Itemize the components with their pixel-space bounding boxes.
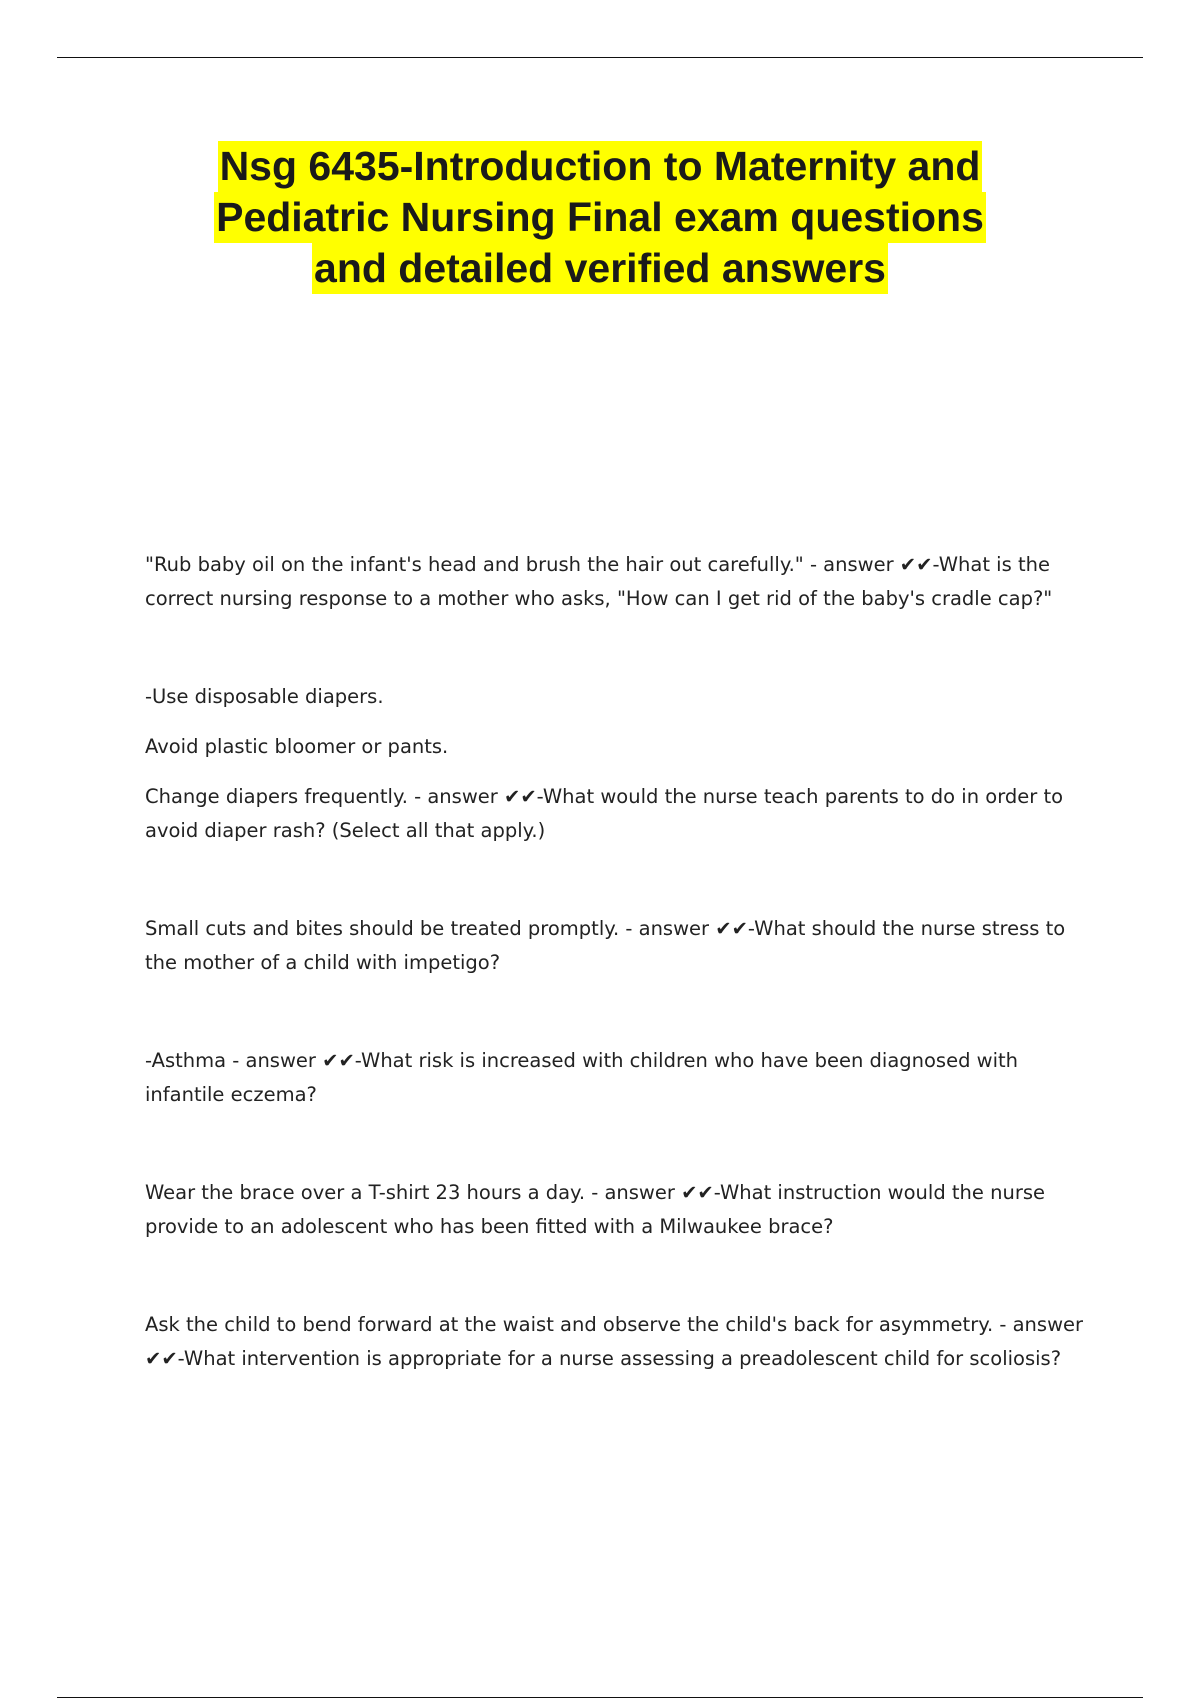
qa-content xyxy=(145,548,1085,1376)
qa-paragraph: -Use disposable diapers. xyxy=(145,685,384,708)
bottom-rule xyxy=(57,1697,1143,1698)
title-line-3: and detailed verified answers xyxy=(312,243,888,294)
qa-line: Small cuts and bites should be treated promptly. - answer ✔✔-What should the nurse stress to xyxy=(145,917,1066,940)
qa-entry-milwaukee-brace xyxy=(145,1176,1085,1244)
qa-entry-diaper-rash xyxy=(145,680,1085,848)
document-title xyxy=(100,141,1100,294)
qa-line: Change diapers frequently. - answer ✔✔-What would the nurse teach parents to do in order to xyxy=(145,785,1064,808)
qa-entry-scoliosis xyxy=(145,1308,1085,1376)
qa-line: infantile eczema? xyxy=(145,1083,317,1106)
qa-paragraph: Avoid plastic bloomer or pants. xyxy=(145,735,449,758)
qa-entry-eczema xyxy=(145,1044,1085,1112)
qa-line: "Rub baby oil on the infant's head and brush the hair out carefully." - answer ✔✔-What is the xyxy=(145,553,1050,576)
qa-line: provide to an adolescent who has been fitted with a Milwaukee brace? xyxy=(145,1215,834,1238)
qa-entry-impetigo xyxy=(145,912,1085,980)
qa-entry-cradle-cap xyxy=(145,548,1085,616)
qa-line: Wear the brace over a T-shirt 23 hours a day. - answer ✔✔-What instruction would the nurse xyxy=(145,1181,1045,1204)
qa-line: correct nursing response to a mother who asks, "How can I get rid of the baby's cradle cap?" xyxy=(145,587,1053,610)
qa-line: Ask the child to bend forward at the waist and observe the child's back for asymmetry. - answer xyxy=(145,1313,1084,1336)
qa-line: -Asthma - answer ✔✔-What risk is increased with children who have been diagnosed with xyxy=(145,1049,1019,1072)
qa-line: avoid diaper rash? (Select all that apply.) xyxy=(145,819,546,842)
top-rule xyxy=(57,57,1143,58)
title-line-2: Pediatric Nursing Final exam questions xyxy=(214,192,986,243)
qa-line: the mother of a child with impetigo? xyxy=(145,951,501,974)
title-line-1: Nsg 6435-Introduction to Maternity and xyxy=(218,141,983,192)
qa-line: ✔✔-What intervention is appropriate for a nurse assessing a preadolescent child for scoliosis? xyxy=(145,1347,1062,1370)
